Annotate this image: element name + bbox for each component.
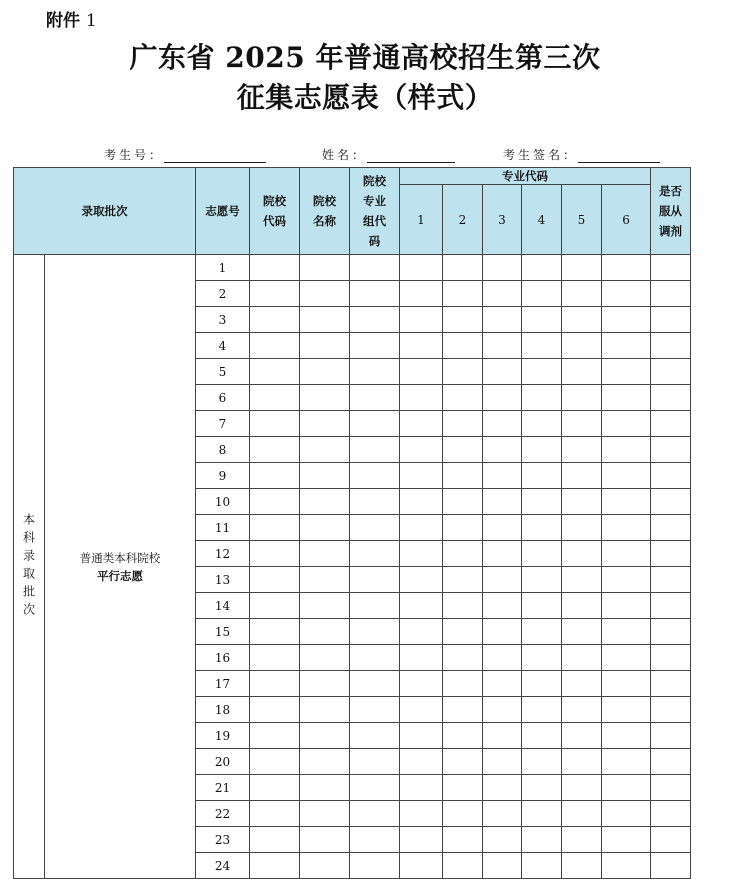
- entry-cell[interactable]: [483, 359, 522, 385]
- exam-number-field: [104, 146, 266, 163]
- category-line2: 平行志愿: [97, 568, 143, 583]
- entry-cell[interactable]: [522, 567, 562, 593]
- entry-cell[interactable]: [443, 307, 483, 333]
- entry-cell[interactable]: [250, 567, 300, 593]
- entry-cell[interactable]: [250, 281, 300, 307]
- header-school-code: 院校代码: [250, 168, 300, 255]
- entry-cell[interactable]: [350, 671, 400, 697]
- entry-cell[interactable]: [350, 853, 400, 879]
- entry-cell[interactable]: [483, 749, 522, 775]
- entry-cell[interactable]: [483, 385, 522, 411]
- entry-cell[interactable]: [602, 827, 651, 853]
- entry-cell[interactable]: [443, 697, 483, 723]
- entry-cell[interactable]: [651, 827, 691, 853]
- entry-cell[interactable]: [443, 853, 483, 879]
- entry-cell[interactable]: [651, 671, 691, 697]
- entry-cell[interactable]: [300, 671, 350, 697]
- entry-cell[interactable]: [300, 619, 350, 645]
- entry-cell[interactable]: [300, 827, 350, 853]
- entry-cell[interactable]: [602, 489, 651, 515]
- entry-cell[interactable]: [443, 749, 483, 775]
- entry-cell[interactable]: [443, 333, 483, 359]
- entry-cell[interactable]: [250, 515, 300, 541]
- entry-cell[interactable]: [443, 541, 483, 567]
- batch-cell: [14, 255, 45, 879]
- entry-cell[interactable]: [522, 671, 562, 697]
- entry-cell[interactable]: [651, 255, 691, 281]
- entry-cell[interactable]: [602, 801, 651, 827]
- entry-cell[interactable]: [483, 801, 522, 827]
- entry-cell[interactable]: [300, 463, 350, 489]
- entry-cell[interactable]: [562, 333, 602, 359]
- entry-cell[interactable]: [350, 827, 400, 853]
- choice-number: 5: [196, 359, 250, 385]
- entry-cell[interactable]: [350, 723, 400, 749]
- choice-number: 18: [196, 697, 250, 723]
- entry-cell[interactable]: [522, 723, 562, 749]
- entry-cell[interactable]: [562, 619, 602, 645]
- choice-number: 9: [196, 463, 250, 489]
- entry-cell[interactable]: [350, 515, 400, 541]
- entry-cell[interactable]: [483, 593, 522, 619]
- entry-cell[interactable]: [522, 281, 562, 307]
- entry-cell[interactable]: [250, 489, 300, 515]
- entry-cell[interactable]: [250, 385, 300, 411]
- entry-cell[interactable]: [651, 645, 691, 671]
- entry-cell[interactable]: [400, 281, 443, 307]
- entry-cell[interactable]: [602, 463, 651, 489]
- entry-cell[interactable]: [651, 697, 691, 723]
- entry-cell[interactable]: [562, 515, 602, 541]
- entry-cell[interactable]: [602, 333, 651, 359]
- entry-cell[interactable]: [300, 775, 350, 801]
- entry-cell[interactable]: [250, 775, 300, 801]
- entry-cell[interactable]: [443, 255, 483, 281]
- entry-cell[interactable]: [483, 567, 522, 593]
- entry-cell[interactable]: [300, 385, 350, 411]
- choice-number: 14: [196, 593, 250, 619]
- entry-cell[interactable]: [350, 255, 400, 281]
- entry-cell[interactable]: [562, 671, 602, 697]
- entry-cell[interactable]: [562, 697, 602, 723]
- entry-cell[interactable]: [651, 281, 691, 307]
- entry-cell[interactable]: [522, 437, 562, 463]
- entry-cell[interactable]: [350, 593, 400, 619]
- entry-cell[interactable]: [562, 723, 602, 749]
- entry-cell[interactable]: [350, 541, 400, 567]
- entry-cell[interactable]: [562, 593, 602, 619]
- entry-cell[interactable]: [602, 541, 651, 567]
- entry-cell[interactable]: [300, 411, 350, 437]
- entry-cell[interactable]: [250, 827, 300, 853]
- entry-cell[interactable]: [250, 671, 300, 697]
- entry-cell[interactable]: [602, 359, 651, 385]
- entry-cell[interactable]: [350, 307, 400, 333]
- entry-cell[interactable]: [522, 541, 562, 567]
- entry-cell[interactable]: [443, 463, 483, 489]
- entry-cell[interactable]: [602, 593, 651, 619]
- entry-cell[interactable]: [562, 385, 602, 411]
- choice-number: 7: [196, 411, 250, 437]
- entry-cell[interactable]: [300, 567, 350, 593]
- entry-cell[interactable]: [651, 619, 691, 645]
- entry-cell[interactable]: [400, 489, 443, 515]
- entry-cell[interactable]: [300, 853, 350, 879]
- entry-cell[interactable]: [522, 853, 562, 879]
- entry-cell[interactable]: [522, 515, 562, 541]
- entry-cell[interactable]: [250, 593, 300, 619]
- entry-cell[interactable]: [522, 827, 562, 853]
- entry-cell[interactable]: [250, 645, 300, 671]
- entry-cell[interactable]: [602, 567, 651, 593]
- entry-cell[interactable]: [350, 359, 400, 385]
- entry-cell[interactable]: [443, 411, 483, 437]
- entry-cell[interactable]: [400, 723, 443, 749]
- entry-cell[interactable]: [651, 437, 691, 463]
- exam-number-label: 考生号：: [104, 148, 165, 162]
- entry-cell[interactable]: [400, 567, 443, 593]
- entry-cell[interactable]: [602, 749, 651, 775]
- entry-cell[interactable]: [651, 749, 691, 775]
- entry-cell[interactable]: [483, 775, 522, 801]
- page-title-line2: 征集志愿表（样式）: [236, 81, 494, 114]
- entry-cell[interactable]: [483, 515, 522, 541]
- entry-cell[interactable]: [443, 619, 483, 645]
- entry-cell[interactable]: [443, 489, 483, 515]
- attachment-text: 附件: [46, 11, 80, 31]
- entry-cell[interactable]: [562, 853, 602, 879]
- entry-cell[interactable]: [522, 775, 562, 801]
- header-major-1: 1: [400, 185, 443, 255]
- entry-cell[interactable]: [300, 645, 350, 671]
- choice-number: 21: [196, 775, 250, 801]
- entry-cell[interactable]: [483, 697, 522, 723]
- entry-cell[interactable]: [350, 411, 400, 437]
- entry-cell[interactable]: [651, 385, 691, 411]
- entry-cell[interactable]: [483, 723, 522, 749]
- attachment-number: 1: [85, 11, 97, 31]
- header-major-5: 5: [562, 185, 602, 255]
- entry-cell[interactable]: [443, 281, 483, 307]
- entry-cell[interactable]: [483, 255, 522, 281]
- entry-cell[interactable]: [250, 333, 300, 359]
- signature-field: [503, 146, 660, 163]
- entry-cell[interactable]: [400, 437, 443, 463]
- entry-cell[interactable]: [522, 593, 562, 619]
- entry-cell[interactable]: [300, 801, 350, 827]
- entry-cell[interactable]: [250, 801, 300, 827]
- entry-cell[interactable]: [651, 801, 691, 827]
- entry-cell[interactable]: [602, 281, 651, 307]
- entry-cell[interactable]: [350, 437, 400, 463]
- choice-number: 10: [196, 489, 250, 515]
- entry-cell[interactable]: [400, 801, 443, 827]
- application-table: [13, 167, 691, 879]
- entry-cell[interactable]: [300, 749, 350, 775]
- choice-number: 12: [196, 541, 250, 567]
- entry-cell[interactable]: [443, 385, 483, 411]
- entry-cell[interactable]: [651, 489, 691, 515]
- entry-cell[interactable]: [522, 385, 562, 411]
- entry-cell[interactable]: [300, 307, 350, 333]
- entry-cell[interactable]: [443, 567, 483, 593]
- applicant-info-line: [0, 146, 730, 164]
- entry-cell[interactable]: [400, 255, 443, 281]
- entry-cell[interactable]: [651, 307, 691, 333]
- name-blank[interactable]: [367, 150, 455, 163]
- entry-cell[interactable]: [250, 359, 300, 385]
- entry-cell[interactable]: [350, 775, 400, 801]
- signature-blank[interactable]: [578, 150, 660, 163]
- header-major-3: 3: [483, 185, 522, 255]
- entry-cell[interactable]: [562, 255, 602, 281]
- entry-cell[interactable]: [483, 333, 522, 359]
- choice-number: 11: [196, 515, 250, 541]
- entry-cell[interactable]: [400, 671, 443, 697]
- choice-number: 16: [196, 645, 250, 671]
- entry-cell[interactable]: [400, 697, 443, 723]
- name-field: [322, 146, 455, 163]
- entry-cell[interactable]: [300, 723, 350, 749]
- entry-cell[interactable]: [350, 333, 400, 359]
- entry-cell[interactable]: [602, 645, 651, 671]
- entry-cell[interactable]: [562, 281, 602, 307]
- entry-cell[interactable]: [400, 515, 443, 541]
- entry-cell[interactable]: [483, 411, 522, 437]
- entry-cell[interactable]: [522, 307, 562, 333]
- entry-cell[interactable]: [651, 723, 691, 749]
- entry-cell[interactable]: [300, 255, 350, 281]
- page-title-line1: 广东省 2025 年普通高校招生第三次: [129, 41, 601, 74]
- header-major-6: 6: [602, 185, 651, 255]
- entry-cell[interactable]: [562, 827, 602, 853]
- entry-cell[interactable]: [400, 541, 443, 567]
- header-adjust: 是否服从调剂: [651, 168, 691, 255]
- entry-cell[interactable]: [522, 359, 562, 385]
- entry-cell[interactable]: [443, 801, 483, 827]
- entry-cell[interactable]: [602, 411, 651, 437]
- entry-cell[interactable]: [300, 359, 350, 385]
- entry-cell[interactable]: [483, 619, 522, 645]
- entry-cell[interactable]: [400, 775, 443, 801]
- entry-cell[interactable]: [483, 541, 522, 567]
- attachment-label: [46, 6, 97, 31]
- entry-cell[interactable]: [483, 827, 522, 853]
- header-school-name: 院校名称: [300, 168, 350, 255]
- entry-cell[interactable]: [250, 619, 300, 645]
- entry-cell[interactable]: [602, 775, 651, 801]
- entry-cell[interactable]: [350, 463, 400, 489]
- entry-cell[interactable]: [443, 437, 483, 463]
- entry-cell[interactable]: [300, 333, 350, 359]
- entry-cell[interactable]: [400, 411, 443, 437]
- entry-cell[interactable]: [651, 515, 691, 541]
- choice-number: 3: [196, 307, 250, 333]
- choice-number: 8: [196, 437, 250, 463]
- entry-cell[interactable]: [562, 567, 602, 593]
- header-group-code: 院校专业组代码: [350, 168, 400, 255]
- entry-cell[interactable]: [400, 359, 443, 385]
- entry-cell[interactable]: [602, 385, 651, 411]
- header-major-4: 4: [522, 185, 562, 255]
- entry-cell[interactable]: [350, 697, 400, 723]
- name-label: 姓名：: [322, 148, 368, 162]
- entry-cell[interactable]: [522, 801, 562, 827]
- entry-cell[interactable]: [522, 619, 562, 645]
- choice-number: 22: [196, 801, 250, 827]
- choice-number: 2: [196, 281, 250, 307]
- entry-cell[interactable]: [602, 671, 651, 697]
- entry-cell[interactable]: [250, 749, 300, 775]
- choice-number: 23: [196, 827, 250, 853]
- entry-cell[interactable]: [350, 385, 400, 411]
- entry-cell[interactable]: [250, 697, 300, 723]
- entry-cell[interactable]: [562, 749, 602, 775]
- entry-cell[interactable]: [400, 645, 443, 671]
- entry-cell[interactable]: [602, 307, 651, 333]
- entry-cell[interactable]: [483, 437, 522, 463]
- entry-cell[interactable]: [483, 307, 522, 333]
- entry-cell[interactable]: [522, 489, 562, 515]
- choice-number: 6: [196, 385, 250, 411]
- entry-cell[interactable]: [483, 463, 522, 489]
- entry-cell[interactable]: [350, 619, 400, 645]
- entry-cell[interactable]: [522, 463, 562, 489]
- entry-cell[interactable]: [250, 463, 300, 489]
- batch-name: 本科录取批次: [21, 512, 36, 621]
- table-row: [14, 255, 691, 281]
- entry-cell[interactable]: [400, 619, 443, 645]
- entry-cell[interactable]: [562, 307, 602, 333]
- entry-cell[interactable]: [522, 255, 562, 281]
- entry-cell[interactable]: [350, 489, 400, 515]
- choice-number: 13: [196, 567, 250, 593]
- entry-cell[interactable]: [400, 463, 443, 489]
- entry-cell[interactable]: [443, 593, 483, 619]
- entry-cell[interactable]: [562, 801, 602, 827]
- entry-cell[interactable]: [522, 333, 562, 359]
- entry-cell[interactable]: [250, 411, 300, 437]
- entry-cell[interactable]: [483, 671, 522, 697]
- header-batch: 录取批次: [14, 168, 196, 255]
- entry-cell[interactable]: [400, 827, 443, 853]
- entry-cell[interactable]: [443, 827, 483, 853]
- entry-cell[interactable]: [602, 255, 651, 281]
- header-choice-no: 志愿号: [196, 168, 250, 255]
- entry-cell[interactable]: [651, 567, 691, 593]
- entry-cell[interactable]: [522, 645, 562, 671]
- entry-cell[interactable]: [651, 333, 691, 359]
- entry-cell[interactable]: [522, 697, 562, 723]
- entry-cell[interactable]: [602, 437, 651, 463]
- entry-cell[interactable]: [350, 567, 400, 593]
- entry-cell[interactable]: [443, 671, 483, 697]
- header-major-2: 2: [443, 185, 483, 255]
- entry-cell[interactable]: [400, 385, 443, 411]
- entry-cell[interactable]: [483, 281, 522, 307]
- entry-cell[interactable]: [443, 645, 483, 671]
- entry-cell[interactable]: [250, 437, 300, 463]
- entry-cell[interactable]: [350, 645, 400, 671]
- entry-cell[interactable]: [483, 489, 522, 515]
- choice-number: 24: [196, 853, 250, 879]
- entry-cell[interactable]: [250, 255, 300, 281]
- entry-cell[interactable]: [562, 645, 602, 671]
- entry-cell[interactable]: [400, 749, 443, 775]
- entry-cell[interactable]: [300, 489, 350, 515]
- choice-number: 17: [196, 671, 250, 697]
- entry-cell[interactable]: [562, 541, 602, 567]
- entry-cell[interactable]: [602, 853, 651, 879]
- entry-cell[interactable]: [651, 541, 691, 567]
- header-major-codes: 专业代码: [400, 168, 651, 185]
- entry-cell[interactable]: [651, 359, 691, 385]
- entry-cell[interactable]: [483, 645, 522, 671]
- signature-label: 考生签名：: [503, 148, 579, 162]
- entry-cell[interactable]: [522, 749, 562, 775]
- entry-cell[interactable]: [651, 411, 691, 437]
- entry-cell[interactable]: [443, 723, 483, 749]
- entry-cell[interactable]: [602, 697, 651, 723]
- entry-cell[interactable]: [300, 541, 350, 567]
- entry-cell[interactable]: [250, 853, 300, 879]
- entry-cell[interactable]: [400, 307, 443, 333]
- choice-number: 19: [196, 723, 250, 749]
- entry-cell[interactable]: [300, 515, 350, 541]
- entry-cell[interactable]: [350, 801, 400, 827]
- entry-cell[interactable]: [400, 333, 443, 359]
- category-cell: [45, 255, 196, 879]
- entry-cell[interactable]: [400, 853, 443, 879]
- entry-cell[interactable]: [350, 749, 400, 775]
- entry-cell[interactable]: [562, 489, 602, 515]
- entry-cell[interactable]: [250, 307, 300, 333]
- entry-cell[interactable]: [562, 775, 602, 801]
- entry-cell[interactable]: [483, 853, 522, 879]
- entry-cell[interactable]: [651, 593, 691, 619]
- entry-cell[interactable]: [602, 619, 651, 645]
- entry-cell[interactable]: [562, 463, 602, 489]
- entry-cell[interactable]: [250, 723, 300, 749]
- entry-cell[interactable]: [562, 359, 602, 385]
- entry-cell[interactable]: [300, 697, 350, 723]
- entry-cell[interactable]: [522, 411, 562, 437]
- choice-number: 15: [196, 619, 250, 645]
- entry-cell[interactable]: [443, 359, 483, 385]
- entry-cell[interactable]: [562, 411, 602, 437]
- choice-number: 1: [196, 255, 250, 281]
- entry-cell[interactable]: [651, 463, 691, 489]
- entry-cell[interactable]: [443, 515, 483, 541]
- exam-number-blank[interactable]: [164, 150, 266, 163]
- category-line1: 普通类本科院校: [79, 550, 161, 565]
- entry-cell[interactable]: [562, 437, 602, 463]
- entry-cell[interactable]: [350, 281, 400, 307]
- entry-cell[interactable]: [300, 437, 350, 463]
- choice-number: 20: [196, 749, 250, 775]
- entry-cell[interactable]: [651, 853, 691, 879]
- entry-cell[interactable]: [651, 775, 691, 801]
- entry-cell[interactable]: [602, 515, 651, 541]
- entry-cell[interactable]: [443, 775, 483, 801]
- entry-cell[interactable]: [300, 281, 350, 307]
- entry-cell[interactable]: [400, 593, 443, 619]
- entry-cell[interactable]: [250, 541, 300, 567]
- entry-cell[interactable]: [300, 593, 350, 619]
- entry-cell[interactable]: [602, 723, 651, 749]
- choice-number: 4: [196, 333, 250, 359]
